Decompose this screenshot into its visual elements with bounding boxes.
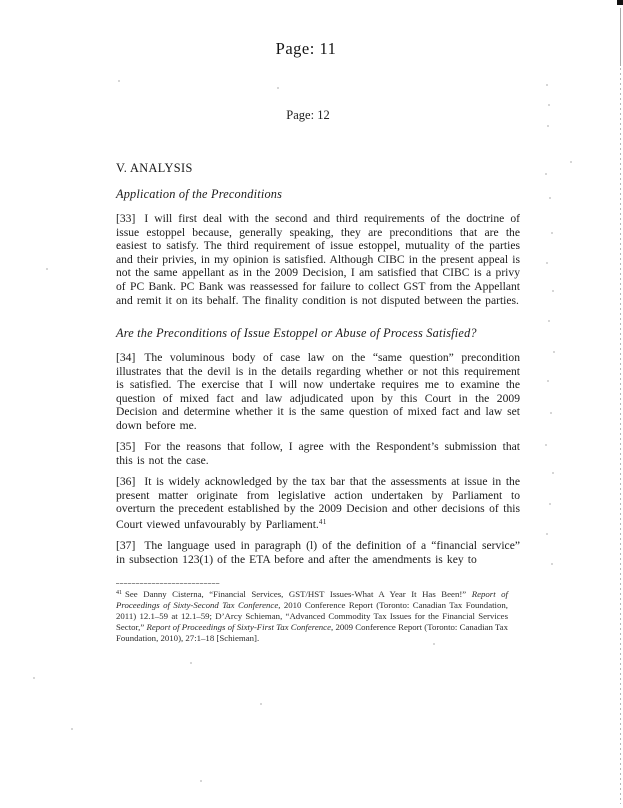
paragraph-37 bbox=[116, 539, 520, 566]
paragraph-35-text: For the reasons that follow, I agree with the Respondent’s submission that this is not the case. bbox=[116, 440, 520, 467]
noise-dot bbox=[552, 290, 554, 292]
scan-corner-mark bbox=[617, 0, 623, 5]
noise-dot bbox=[433, 643, 435, 645]
footnote-41-citation-title: Report of Proceedings of Sixty-Second Tax Conference bbox=[116, 589, 509, 610]
footnote-41-marker: 41 bbox=[116, 590, 122, 596]
paragraph-36-number: [36] bbox=[116, 475, 136, 488]
footnote-reference-41: 41 bbox=[318, 517, 327, 526]
paragraph-33 bbox=[116, 212, 520, 307]
noise-dot bbox=[545, 173, 547, 175]
noise-dot bbox=[570, 161, 572, 163]
noise-dot bbox=[550, 412, 552, 414]
paragraph-34-number: [34] bbox=[116, 351, 136, 364]
noise-dot bbox=[551, 563, 553, 565]
noise-dot bbox=[545, 444, 547, 446]
noise-dot bbox=[33, 677, 35, 679]
footnote-41-segment: , 2010 Conference Report (Toronto: Canadian Tax Foundation, 2011) 12.1–59 at 12.1–59; D’Arcy Schieman, “Advanced Commodity Tax Issues for the Financial Services Sector,” bbox=[116, 599, 508, 632]
noise-dot bbox=[553, 351, 555, 353]
noise-dot bbox=[46, 268, 48, 270]
paragraph-37-number: [37] bbox=[116, 539, 136, 552]
noise-dot bbox=[190, 662, 192, 664]
footnote-41-segment: See Danny Cisterna, “Financial Services, GST/HST Issues-What A Year It Has Been!” bbox=[125, 589, 472, 599]
paragraph-35 bbox=[116, 440, 520, 467]
noise-dot bbox=[546, 262, 548, 264]
noise-dot bbox=[200, 780, 202, 782]
noise-dot bbox=[549, 503, 551, 505]
paragraph-37-text: The language used in paragraph (l) of the definition of a “financial service” in subsection 123(1) of the ETA before and after the amendments is key to bbox=[116, 539, 520, 566]
noise-dot bbox=[546, 533, 548, 535]
page-number-header-inner: Page: 12 bbox=[286, 108, 330, 122]
noise-dot bbox=[277, 87, 279, 89]
noise-dot bbox=[551, 232, 553, 234]
page-number-header-outer: Page: 11 bbox=[275, 39, 337, 58]
noise-dot bbox=[118, 80, 120, 82]
paragraph-33-text: I will first deal with the second and third requirements of the doctrine of issue estoppel because, generally speaking, they are preconditions that are the easiest to satisfy. The third requirement of issue estoppel, mutuality of the parties and their privies, in my opinion is satisfied. Although CIBC in the present appeal is not the same appellant as in the 2009 Decision, I am satisfied that CIBC is a privy of PC Bank. PC Bank was reassessed for failure to collect GST from the Appellant and remit it on its behalf. The finality condition is not disputed between the parties. bbox=[116, 212, 520, 307]
paragraph-33-number: [33] bbox=[116, 212, 136, 225]
noise-dot bbox=[552, 472, 554, 474]
section-heading-analysis: V. ANALYSIS bbox=[116, 161, 193, 175]
noise-dot bbox=[549, 197, 551, 199]
noise-dot bbox=[548, 104, 550, 106]
noise-dot bbox=[547, 125, 549, 127]
footnote-41-citation-title: Report of Proceedings of Sixty-First Tax Conference bbox=[146, 621, 331, 632]
noise-dot bbox=[547, 380, 549, 382]
noise-dot bbox=[548, 320, 550, 322]
paragraph-34-text: The voluminous body of case law on the “same question” precondition illustrates that the devil is in the details regarding whether or not this requirement is satisfied. The exercise that I will now undertake requires me to examine the question of mixed fact and law adjudicated upon by this Court in the 2009 Decision and determine whether it is the same question of mixed fact and law set down before me. bbox=[116, 351, 520, 432]
subheading-application-of-preconditions: Application of the Preconditions bbox=[116, 187, 283, 201]
scan-edge-dashed-line bbox=[620, 8, 621, 804]
paragraph-36-text: It is widely acknowledged by the tax bar that the assessments at issue in the present matter originate from legislative action undertaken by Parliament to overturn the precedent established by the 2009 Decision and other decisions of this Court viewed unfavourably by Parliament. bbox=[116, 475, 520, 531]
noise-dot bbox=[71, 728, 73, 730]
footnote-41 bbox=[116, 588, 508, 644]
noise-dot bbox=[260, 703, 262, 705]
noise-dot bbox=[546, 84, 548, 86]
footnote-41-segment: , 2009 Conference Report (Toronto: Canadian Tax Foundation, 2010), 27:1–18 [Schieman]. bbox=[116, 621, 508, 643]
subheading-preconditions-satisfied: Are the Preconditions of Issue Estoppel or Abuse of Process Satisfied? bbox=[116, 326, 477, 340]
paragraph-34 bbox=[116, 351, 520, 433]
paragraph-36 bbox=[116, 475, 520, 531]
paragraph-35-number: [35] bbox=[116, 440, 136, 453]
scan-edge-solid-line bbox=[620, 8, 621, 66]
footnote-separator-rule bbox=[116, 583, 220, 584]
